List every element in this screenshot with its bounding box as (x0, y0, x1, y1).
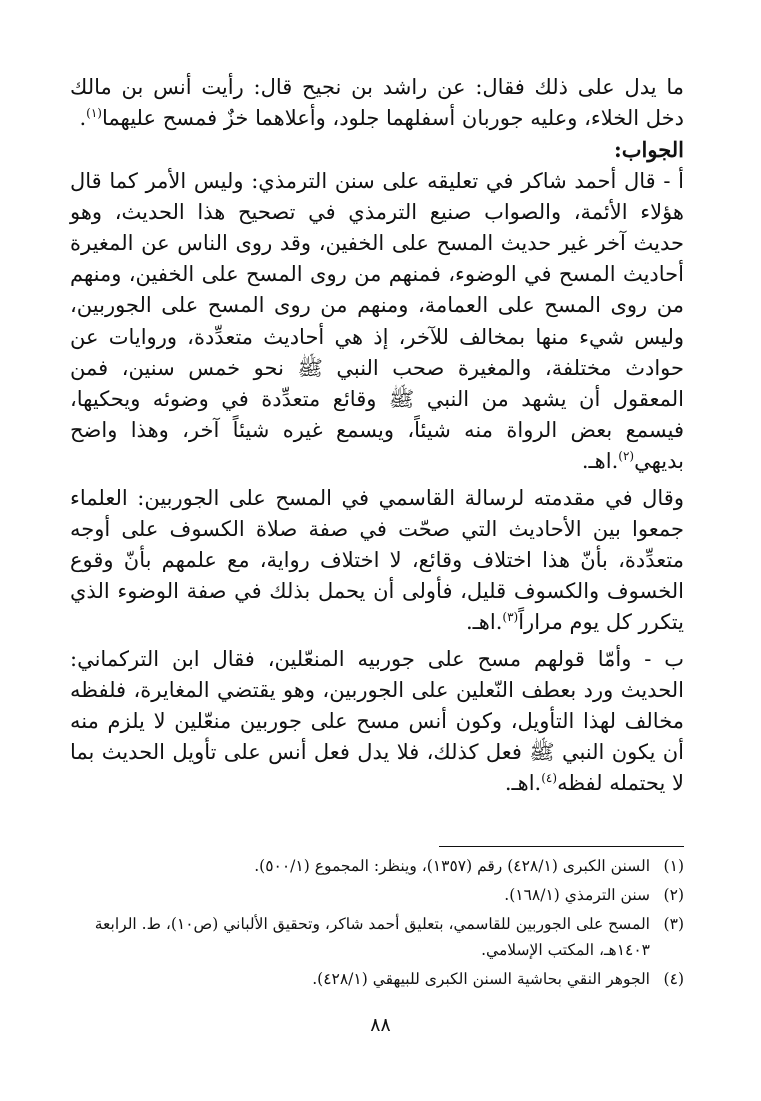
intro-text: ما يدل على ذلك فقال: عن راشد بن نجيح قال: رأيت أنس بن مالك دخل الخلاء، وعليه جوربان أسفلهما جلود، وأعلاهما خزٌ فمسح عليهما (70, 75, 684, 131)
footnote-4 (72, 966, 684, 992)
footnote-number: (٢) (663, 886, 684, 904)
footnote-ref-3: (٣) (502, 610, 519, 625)
paragraph-a-end: .اهـ. (581, 449, 619, 474)
paragraph-a-text: أ - قال أحمد شاكر في تعليقه على سنن الترمذي: وليس الأمر كما قال هؤلاء الأئمة، والصواب صنيع الترمذي في تصحيح هذا الحديث، وهو حديث آخر غير حديث المسح على الخفين، وقد روى الناس عن المغيرة أحاديث المسح في الوضوء، فمنهم من روى المسح على الخفين، ومنهم من روى المسح على العمامة، ومنهم من روى المسح على الجوربين، وليس شيء منها بمخالف للآخر، إذ هي أحاديث متعدِّدة، وروايات عن حوادث مختلفة، والمغيرة صحب النبي ﷺ نحو خمس سنين، فمن المعقول أن يشهد من النبي ﷺ وقائع متعدِّدة في وضوئه ويحكيها، فيسمع بعض الرواة منه شيئاً، ويسمع غيره شيئاً آخر، وهذا واضح بديهي (70, 168, 684, 474)
paragraph-qasimi-end: .اهـ. (465, 610, 503, 635)
answer-heading: الجواب: (614, 137, 684, 163)
paragraph-b-text: ب - وأمّا قولهم مسح على جوربيه المنعّلين، فقال ابن التركماني: الحديث ورد بعطف النّعلين على الجوربين، وهو يقتضي المغايرة، فلفظه مخالف لهذا التأويل، وكون أنس مسح على جوربين منعّلين لا يلزم منه أن يكون النبي ﷺ فعل كذلك، فلا يدل فعل أنس على تأويل الحديث بما لا يحتمله لفظه (70, 646, 684, 796)
footnote-text: المسح على الجوربين للقاسمي، بتعليق أحمد شاكر، وتحقيق الألباني (ص١٠)، ط. الرابعة ١٤٠٣هـ، المكتب الإسلامي. (94, 915, 650, 959)
paragraph-qasimi (70, 483, 684, 639)
footnote-text: الجوهر النقي بحاشية السنن الكبرى للبيهقي (٤٢٨/١). (312, 970, 650, 988)
footnote-2 (72, 882, 684, 908)
paragraph-b (70, 644, 684, 800)
page-number: ٨٨ (370, 1014, 391, 1036)
footnote-ref-2: (٢) (618, 449, 635, 464)
footnote-text: سنن الترمذي (١٦٨/١). (504, 886, 650, 904)
paragraph-a (70, 166, 684, 478)
footnotes (72, 853, 684, 995)
footnote-1 (72, 853, 684, 879)
footnote-ref-4: (٤) (541, 771, 558, 786)
footnote-3 (72, 911, 684, 963)
footnote-number: (٤) (663, 970, 684, 988)
intro-paragraph (70, 72, 684, 134)
intro-end: . (79, 106, 87, 131)
paragraph-b-end: .اهـ. (504, 771, 542, 796)
main-text (70, 72, 684, 800)
footnote-text: السنن الكبرى (٤٢٨/١) رقم (١٣٥٧)، وينظر: المجموع (٥٠٠/١). (254, 857, 650, 875)
footnote-number: (٣) (663, 915, 684, 933)
footnote-number: (١) (663, 857, 684, 875)
footnote-ref-1: (١) (86, 106, 102, 121)
footnote-divider (439, 846, 684, 847)
paragraph-qasimi-text: وقال في مقدمته لرسالة القاسمي في المسح على الجوربين: العلماء جمعوا بين الأحاديث التي صحّت في صفة صلاة الكسوف على أوجه متعدِّدة، بأنّ هذا اختلاف وقائع، لا اختلاف رواية، مع علمهم بأنّ وقوع الخسوف والكسوف قليل، فأولى أن يحمل بذلك في صفة الوضوء الذي يتكرر كل يوم مراراً (70, 485, 684, 635)
